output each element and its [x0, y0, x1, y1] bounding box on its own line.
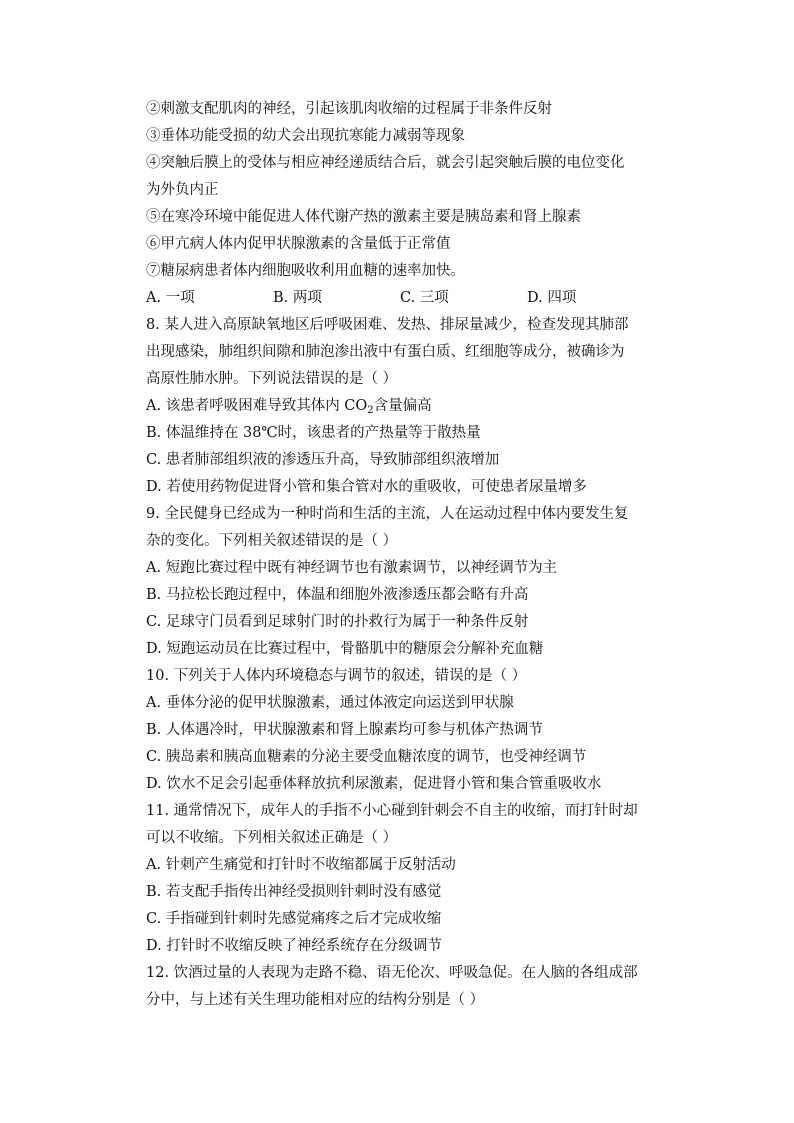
question-8 — [146, 312, 676, 501]
option-d: D. 若使用药物促进肾小管和集合管对水的重吸收，可使患者尿量增多 — [146, 479, 587, 495]
option-a: A. 针刺产生痛觉和打针时不收缩都属于反射活动 — [146, 857, 456, 873]
statement: ②刺激支配肌肉的神经，引起该肌肉收缩的过程属于非条件反射 — [146, 101, 552, 117]
statement: ⑥甲亢病人体内促甲状腺激素的含量低于正常值 — [146, 236, 451, 252]
option-b: B. 若支配手指传出神经受损则针刺时没有感觉 — [146, 884, 442, 900]
option-d: D. 短跑运动员在比赛过程中，骨骼肌中的糖原会分解补充血糖 — [146, 641, 544, 657]
option-d: D. 四项 — [527, 290, 577, 306]
option-c: C. 患者肺部组织液的渗透压升高，导致肺部组织液增加 — [146, 452, 500, 468]
prev-question-options — [146, 285, 676, 312]
exam-content — [146, 96, 676, 1014]
option-b: B. 马拉松长跑过程中，体温和细胞外液渗透压都会略有升高 — [146, 587, 529, 603]
option-b: B. 两项 — [273, 290, 322, 306]
statement: ④突触后膜上的受体与相应神经递质结合后，就会引起突触后膜的电位变化 — [146, 155, 625, 171]
question-stem: 杂的变化。下列相关叙述错误的是（ ） — [146, 533, 398, 549]
option-a: A. 短跑比赛过程中既有神经调节也有激素调节，以神经调节为主 — [146, 560, 558, 576]
option-c: C. 胰岛素和胰高血糖素的分泌主要受血糖浓度的调节，也受神经调节 — [146, 749, 587, 765]
question-stem: 11. 通常情况下，成年人的手指不小心碰到针刺会不自主的收缩，而打针时却 — [146, 803, 638, 819]
option-a — [146, 393, 676, 420]
option-c: C. 三项 — [400, 290, 449, 306]
question-10 — [146, 663, 676, 798]
question-stem: 分中，与上述有关生理功能相对应的结构分别是（ ） — [146, 992, 485, 1008]
option-c: C. 足球守门员看到足球射门时的扑救行为属于一种条件反射 — [146, 614, 529, 630]
option-b: B. 人体遇冷时，甲状腺激素和肾上腺素均可参与机体产热调节 — [146, 722, 543, 738]
statement: ⑤在寒冷环境中能促进人体代谢产热的激素主要是胰岛素和肾上腺素 — [146, 209, 581, 225]
option-d: D. 打针时不收缩反映了神经系统存在分级调节 — [146, 938, 442, 954]
question-stem: 高原性肺水肿。下列说法错误的是（ ） — [146, 371, 398, 387]
statement: ⑦糖尿病患者体内细胞吸收利用血糖的速率加快。 — [146, 263, 465, 279]
option-b: B. 体温维持在 38℃时，该患者的产热量等于散热量 — [146, 425, 481, 441]
statement: ③垂体功能受损的幼犬会出现抗寒能力减弱等现象 — [146, 128, 465, 144]
option-a: A. 一项 — [146, 290, 195, 306]
option-a-suffix: 含量偏高 — [373, 398, 432, 414]
question-stem: 12. 饮酒过量的人表现为走路不稳、语无伦次、呼吸急促。在人脑的各组成部 — [146, 965, 638, 981]
question-stem: 8. 某人进入高原缺氧地区后呼吸困难、发热、排尿量减少，检查发现其肺部 — [146, 317, 629, 333]
question-9 — [146, 501, 676, 663]
option-a: A. 垂体分泌的促甲状腺激素，通过体液定向运送到甲状腺 — [146, 695, 514, 711]
subscript: 2 — [367, 405, 374, 416]
question-stem: 10. 下列关于人体内环境稳态与调节的叙述，错误的是（ ） — [146, 668, 527, 684]
question-stem: 9. 全民健身已经成为一种时尚和生活的主流，人在运动过程中体内要发生复 — [146, 506, 629, 522]
option-a-prefix: A. 该患者呼吸困难导致其体内 CO — [146, 398, 368, 414]
option-d: D. 饮水不足会引起垂体释放抗利尿激素，促进肾小管和集合管重吸收水 — [146, 776, 602, 792]
question-11 — [146, 798, 676, 960]
prev-question — [146, 96, 676, 312]
question-12 — [146, 960, 676, 1014]
statement: 为外负内正 — [146, 182, 219, 198]
question-stem: 可以不收缩。下列相关叙述正确是（ ） — [146, 830, 398, 846]
option-c: C. 手指碰到针刺时先感觉痛疼之后才完成收缩 — [146, 911, 442, 927]
question-stem: 出现感染，肺组织间隙和肺泡渗出液中有蛋白质、红细胞等成分，被确诊为 — [146, 344, 625, 360]
